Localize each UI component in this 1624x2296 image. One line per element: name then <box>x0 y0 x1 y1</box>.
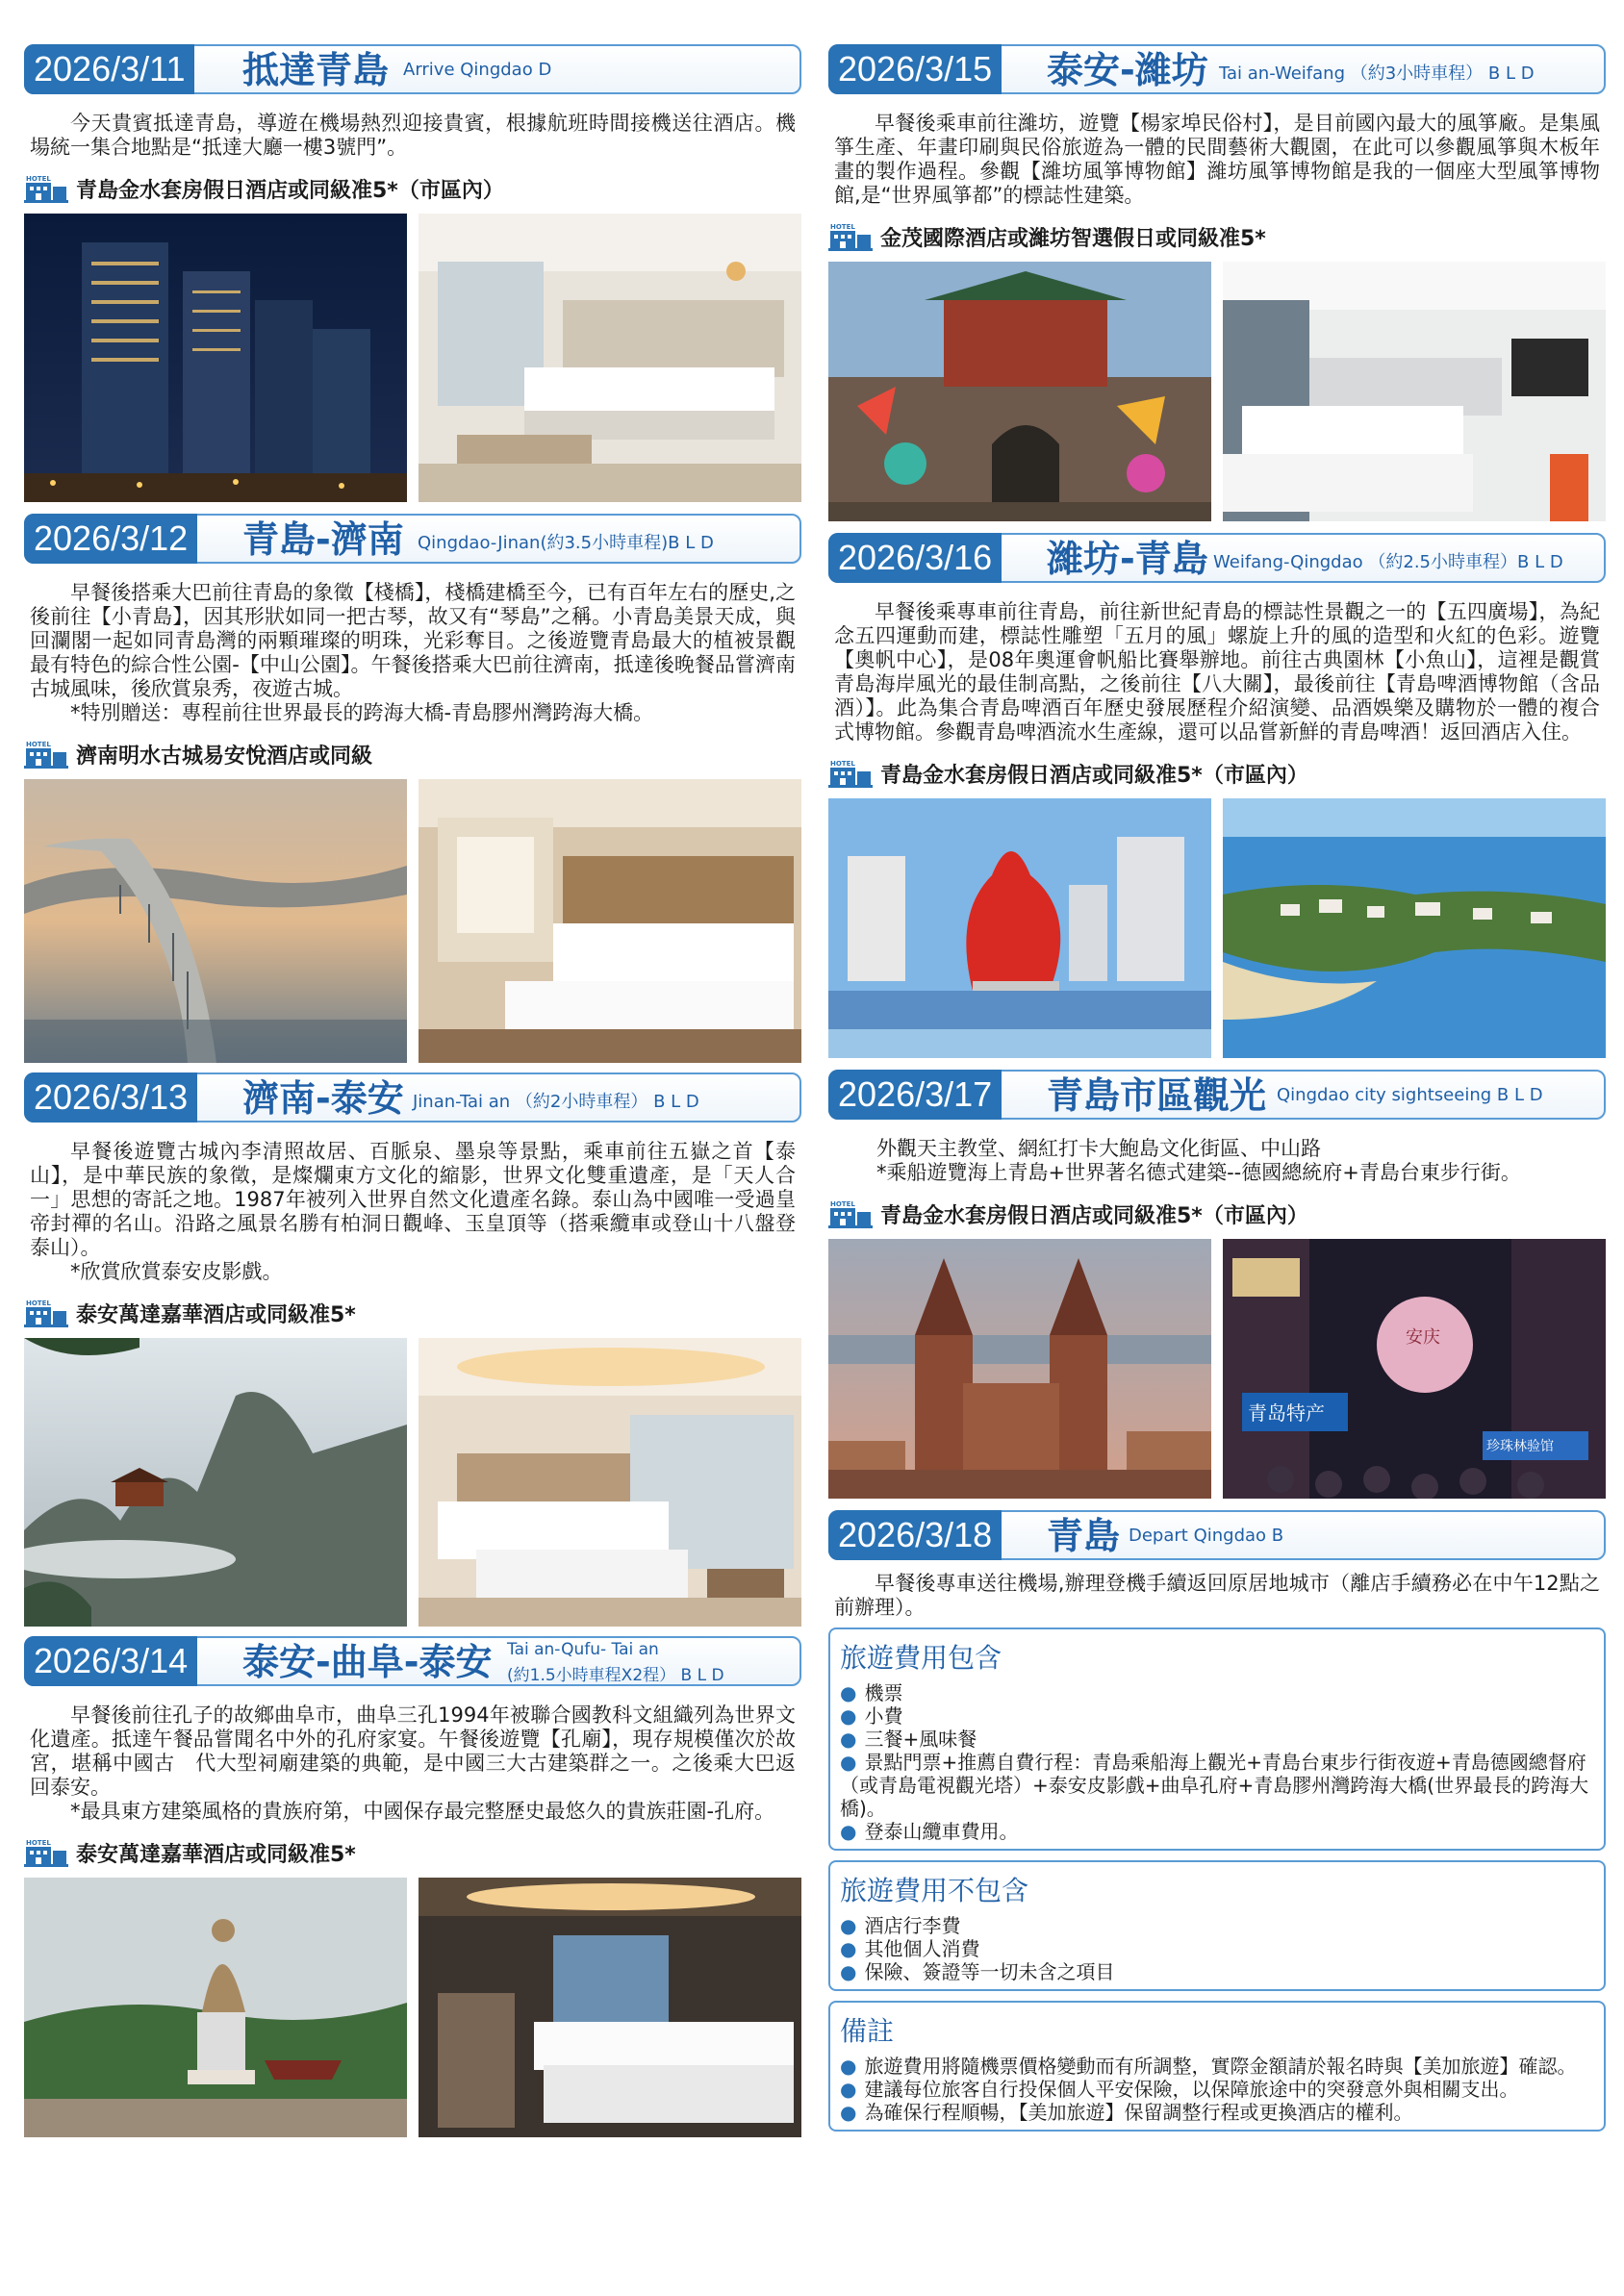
bullet-icon: ● <box>840 1728 857 1751</box>
day-header <box>828 1510 1606 1560</box>
hotel-icon <box>828 1198 873 1229</box>
hotel-room-photo <box>1223 262 1606 521</box>
day-header <box>828 533 1606 583</box>
day-title: 青島市區觀光 <box>1047 1074 1267 1117</box>
cathedral-photo <box>828 1239 1211 1499</box>
day-subtitle: Qingdao city sightseeing B L D <box>1277 1085 1543 1105</box>
bullet-icon: ● <box>840 2078 857 2101</box>
day-subtitle: Qingdao-Jinan(約3.5小時車程)B L D <box>418 533 714 553</box>
day-date: 2026/3/17 <box>828 1070 1002 1120</box>
photo-row <box>828 262 1606 521</box>
day-title: 抵達青島 <box>242 49 390 91</box>
day-header <box>24 44 801 94</box>
paragraph: 今天貴賓抵達青島，導遊在機場熱烈迎接貴賓，根據航班時間接機送往酒店。機場統一集合地點是“抵達大廳一樓3號門”。 <box>30 112 796 159</box>
list-item: ● 三餐+風味餐 <box>840 1728 977 1751</box>
day-title: 泰安-濰坊 <box>1047 49 1208 91</box>
hotel-line <box>24 173 801 204</box>
hotel-icon <box>24 1837 68 1868</box>
hotel-exterior-night-photo <box>24 214 407 502</box>
bullet-icon: ● <box>840 1960 857 1983</box>
coast-aerial-photo <box>1223 798 1606 1058</box>
list-item: ● 登泰山纜車費用。 <box>840 1820 1019 1843</box>
list-item: ● 建議每位旅客自行投保個人平安保險，以保障旅途中的突發意外與相關支出。 <box>840 2078 1519 2101</box>
bullet-icon: ● <box>840 1704 857 1728</box>
svg-text:HOTEL: HOTEL <box>26 741 51 748</box>
paragraph: *最具東方建築風格的貴族府第，中國保存最完整歷史最悠久的貴族莊園-孔府。 <box>70 1800 775 1823</box>
right-column <box>828 44 1606 2141</box>
photo-row <box>828 1239 1606 1499</box>
hotel-name: 青島金水套房假日酒店或同級准5*（市區內） <box>880 763 1308 788</box>
day-description <box>30 112 796 160</box>
day-title: 濟南-泰安 <box>242 1077 404 1120</box>
list-item: ● 旅遊費用將隨機票價格變動而有所調整，實際金額請於報名時與【美加旅遊】確認。 <box>840 2055 1577 2078</box>
day-title: 泰安-曲阜-泰安 <box>242 1641 493 1683</box>
may-fourth-square-photo <box>828 798 1211 1058</box>
paragraph: 早餐後專車送往機場,辦理登機手續返回原居地城市（離店手續務必在中午12點之前辦理）。 <box>834 1572 1600 1619</box>
paragraph: 早餐後乘專車前往青島，前往新世紀青島的標誌性景觀之一的【五四廣場】，為紀念五四運動而建，標誌性雕塑「五月的風」螺旋上升的風的造型和火紅的色彩。遊覽【奧帆中心】，是08年奧運會帆船比賽舉辦地。前往古典園林【小魚山】，這裡是觀賞青島海岸風光的最佳制高點，之後前往【八大關】，最後前往【青島啤酒博物館（含品酒）】。此為集合青島啤酒百年歷史發展歷程介紹演變、品酒娛樂及購物於一體的複合式博物館。參觀青島啤酒流水生產線，還可以品嘗新鮮的青島啤酒！返回酒店入住。 <box>834 600 1600 744</box>
paragraph: 早餐後前往孔子的故鄉曲阜市，曲阜三孔1994年被聯合國教科文組織列為世界文化遺產。抵達午餐品嘗聞名中外的孔府家宴。午餐後遊覽【孔廟】，現存規模僅次於故宮，堪稱中國古 代大型祠廟建築的典範，是中國三大古建築群之一。之後乘大巴返回泰安。 <box>30 1703 796 1799</box>
bullet-icon: ● <box>840 2101 857 2124</box>
left-column <box>24 44 801 2137</box>
paragraph: *欣賞欣賞泰安皮影戲。 <box>70 1260 283 1283</box>
day-header <box>24 514 801 564</box>
photo-row <box>24 779 801 1063</box>
day-description <box>834 1572 1600 1620</box>
day-header <box>24 1072 801 1123</box>
day-date: 2026/3/13 <box>24 1072 197 1123</box>
svg-text:安庆: 安庆 <box>1406 1327 1440 1348</box>
day-subtitle: Weifang-Qingdao （約2.5小時車程）B L D <box>1213 552 1563 572</box>
day-section <box>828 1070 1606 1499</box>
included-box <box>828 1627 1606 1851</box>
day-date: 2026/3/16 <box>828 533 1002 583</box>
day-subtitle: Tai an-Qufu- Tai an <box>507 1640 659 1659</box>
hotel-icon <box>828 758 873 789</box>
day-section <box>828 44 1606 521</box>
day-header <box>828 44 1606 94</box>
bullet-icon: ● <box>840 1681 857 1704</box>
hotel-icon <box>24 739 68 770</box>
hotel-icon <box>828 221 873 252</box>
hotel-icon <box>24 173 68 204</box>
svg-text:HOTEL: HOTEL <box>830 760 855 768</box>
notes-title: 備註 <box>840 2015 895 2047</box>
bullet-icon: ● <box>840 2055 857 2078</box>
hotel-room-photo <box>419 779 801 1063</box>
paragraph: *乘船遊覽海上青島+世界著名德式建築--德國總統府+青島台東步行街。 <box>876 1161 1521 1184</box>
day-subtitle-2: (約1.5小時車程X2程） B L D <box>507 1666 724 1685</box>
hotel-line <box>24 1298 801 1328</box>
paragraph: 早餐後搭乘大巴前往青島的象徵【棧橋】，棧橋建橋至今，已有百年左右的歷史,之後前往【小青島】，因其形狀如同一把古琴，故又有“琴島”之稱。小青島美景天成，與回瀾閣一起如同青島灣的兩顆璀璨的明珠，光彩奪目。之後遊覽青島最大的植被景觀最有特色的綜合性公園-【中山公園】。午餐後搭乘大巴前往濟南，抵達後晚餐品嘗濟南古城風味，後欣賞泉秀，夜遊古城。 <box>30 581 796 700</box>
hotel-name: 泰安萬達嘉華酒店或同級准5* <box>76 1842 356 1867</box>
day-section <box>24 1636 801 2137</box>
day-date: 2026/3/18 <box>828 1510 1002 1560</box>
svg-text:HOTEL: HOTEL <box>26 1839 51 1847</box>
hotel-line <box>828 221 1606 252</box>
svg-text:珍珠林验馆: 珍珠林验馆 <box>1486 1439 1554 1454</box>
paragraph: 早餐後乘車前往濰坊，遊覽【楊家埠民俗村】，是目前國內最大的風箏廠。是集風箏生產、年畫印刷與民俗旅遊為一體的民間藝術大觀園，在此可以參觀風箏與木板年畫的製作過程。參觀【濰坊風箏博物館】濰坊風箏博物館是我的一個座大型風箏博物館,是“世界風箏都”的標誌性建築。 <box>834 112 1600 207</box>
list-item: ● 機票 <box>840 1681 903 1704</box>
svg-text:HOTEL: HOTEL <box>830 1200 855 1208</box>
hotel-name: 青島金水套房假日酒店或同級准5*（市區內） <box>76 178 504 203</box>
hotel-line <box>828 758 1606 789</box>
bullet-icon: ● <box>840 1820 857 1843</box>
hotel-name: 濟南明水古城易安悅酒店或同級 <box>76 744 373 769</box>
day-description <box>30 1140 796 1284</box>
day-title: 青島-濟南 <box>242 518 404 561</box>
photo-row <box>24 1878 801 2137</box>
night-street-photo <box>1223 1239 1606 1499</box>
day-subtitle: Arrive Qingdao D <box>403 60 552 80</box>
hotel-name: 青島金水套房假日酒店或同級准5*（市區內） <box>880 1203 1308 1228</box>
hotel-room-photo <box>419 1878 801 2137</box>
day-description <box>834 112 1600 208</box>
day-description <box>30 1703 796 1824</box>
day-title: 濰坊-青島 <box>1047 538 1208 580</box>
day-title: 青島 <box>1047 1515 1121 1557</box>
day-header <box>828 1070 1606 1120</box>
kite-gate-photo <box>828 262 1211 521</box>
svg-text:HOTEL: HOTEL <box>26 175 51 183</box>
day-date: 2026/3/14 <box>24 1636 197 1686</box>
confucius-statue-photo <box>24 1878 407 2137</box>
list-item: ● 小費 <box>840 1704 903 1728</box>
photo-row <box>24 1338 801 1627</box>
list-item: ● 其他個人消費 <box>840 1937 980 1960</box>
hotel-name: 泰安萬達嘉華酒店或同級准5* <box>76 1302 356 1327</box>
photo-row <box>828 798 1606 1058</box>
hotel-line <box>24 739 801 770</box>
day-description <box>30 581 796 725</box>
day-date: 2026/3/15 <box>828 44 1002 94</box>
day-date: 2026/3/11 <box>24 44 194 94</box>
day-subtitle: Depart Qingdao B <box>1129 1526 1284 1546</box>
day-section <box>24 514 801 1063</box>
hotel-room-photo <box>419 214 801 502</box>
day-section <box>24 1072 801 1627</box>
svg-text:HOTEL: HOTEL <box>830 223 855 231</box>
bullet-icon: ● <box>840 1751 857 1774</box>
mount-tai-photo <box>24 1338 407 1627</box>
day-description <box>876 1137 1600 1185</box>
day-subtitle: Jinan-Tai an （約2小時車程） B L D <box>413 1092 699 1112</box>
hotel-room-photo <box>419 1338 801 1627</box>
bridge-photo <box>24 779 407 1063</box>
day-description <box>834 600 1600 744</box>
day-section <box>828 1510 1606 1620</box>
paragraph: 外觀天主教堂、網紅打卡大鮑島文化街區、中山路 <box>876 1137 1321 1160</box>
paragraph: *特別贈送：專程前往世界最長的跨海大橋-青島膠州灣跨海大橋。 <box>70 701 654 724</box>
day-subtitle: Tai an-Weifang （約3小時車程） B L D <box>1219 63 1535 84</box>
day-section <box>24 44 801 502</box>
excluded-title: 旅遊費用不包含 <box>840 1875 1029 1906</box>
day-header <box>24 1636 801 1686</box>
hotel-icon <box>24 1298 68 1328</box>
hotel-line <box>24 1837 801 1868</box>
paragraph: 早餐後遊覽古城內李清照故居、百脈泉、墨泉等景點，乘車前往五嶽之首【泰山】，是中華民族的象徵，是燦爛東方文化的縮影，世界文化雙重遺產，是「天人合一」思想的寄託之地。1987年被列入世界自然文化遺產名錄。泰山為中國唯一受過皇帝封禪的名山。沿路之風景名勝有柏洞日觀峰、玉皇頂等（搭乘纜車或登山十八盤登泰山）。 <box>30 1140 796 1259</box>
bullet-icon: ● <box>840 1914 857 1937</box>
day-date: 2026/3/12 <box>24 514 197 564</box>
svg-text:青岛特产: 青岛特产 <box>1248 1401 1325 1425</box>
list-item: ● 保險、簽證等一切未含之項目 <box>840 1960 1115 1983</box>
notes-box <box>828 2001 1606 2132</box>
list-item: ● 景點門票+推薦自費行程：青島乘船海上觀光+青島台東步行街夜遊+青島德國總督府（或青島電視觀光塔）+泰安皮影戲+曲阜孔府+青島膠州灣跨海大橋(世界最長的跨海大橋)。 <box>840 1751 1589 1820</box>
day-section <box>828 533 1606 1058</box>
svg-text:HOTEL: HOTEL <box>26 1299 51 1307</box>
photo-row <box>24 214 801 502</box>
bullet-icon: ● <box>840 1937 857 1960</box>
included-title: 旅遊費用包含 <box>840 1642 1002 1674</box>
hotel-name: 金茂國際酒店或濰坊智選假日或同級准5* <box>880 226 1266 251</box>
list-item: ● 為確保行程順暢，【美加旅遊】保留調整行程或更換酒店的權利。 <box>840 2101 1413 2124</box>
hotel-line <box>828 1198 1606 1229</box>
list-item: ● 酒店行李費 <box>840 1914 961 1937</box>
excluded-box <box>828 1860 1606 1991</box>
